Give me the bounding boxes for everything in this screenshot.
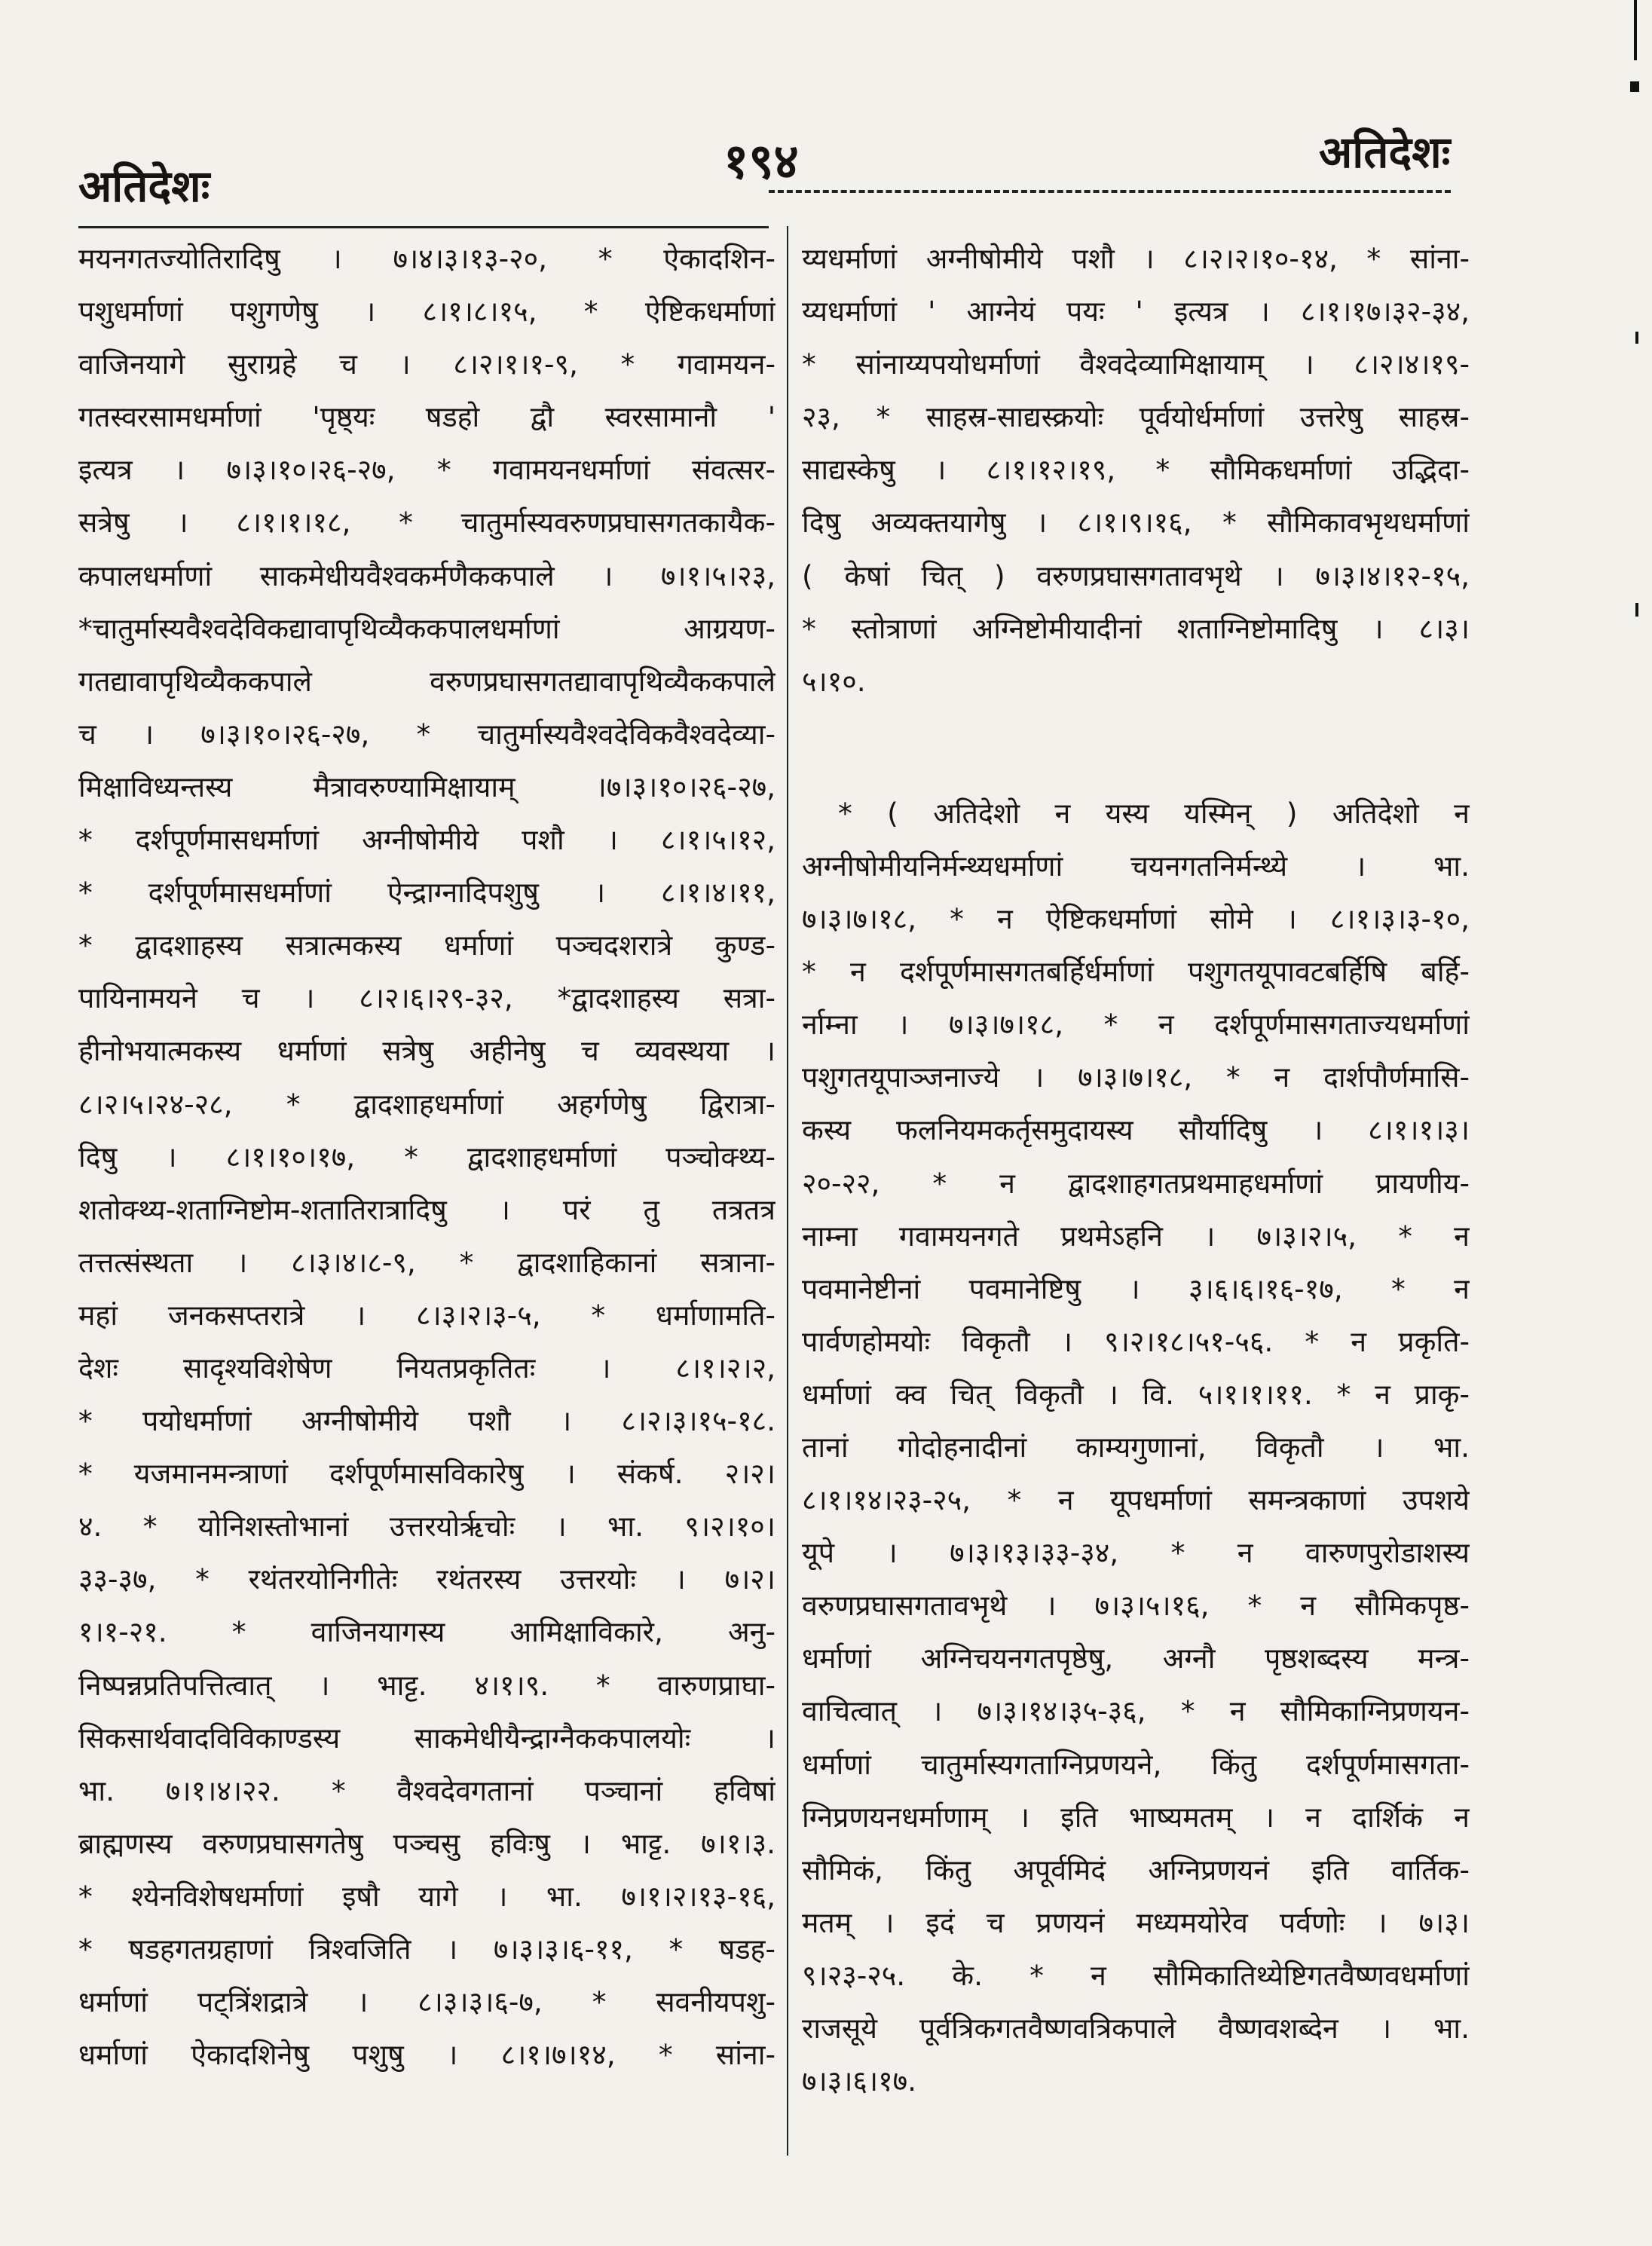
text-line: वाचित्वात् । ७।३।१४।३५-३६, * न सौमिकाग्निप्रणयन- (802, 1694, 1470, 1728)
page-number: १९४ (724, 134, 799, 190)
text-line: * स्तोत्राणां अग्निष्टोमीयादीनां शताग्निष्टोमादिषु । ८।३। (802, 611, 1470, 645)
text-line: सत्रेषु । ८।१।१।१८, * चातुर्मास्यवरुणप्रघासगतकायैक- (78, 506, 776, 540)
text-line: * षडहगतग्रहाणां त्रिश्वजिति । ७।३।३।६-११, * षडह- (78, 1932, 776, 1966)
text-line: शतोक्थ्य-शताग्निष्टोम-शतातिरात्रादिषु । परं तु तत्रतत्र (78, 1192, 776, 1226)
text-line: ग्निप्रणयनधर्माणाम् । इति भाष्यमतम् । न दार्शिकं न (802, 1800, 1470, 1834)
scan-edge-mark (1634, 0, 1637, 60)
text-line: निष्पन्नप्रतिपत्तित्वात् । भाट्ट. ४।१।९. * वारुणप्राघा- (78, 1668, 776, 1702)
right-column (802, 232, 1470, 2107)
text-line: दिषु अव्यक्तयागेषु । ८।१।९।१६, * सौमिकावभृथधर्माणां (802, 506, 1470, 540)
scan-edge-mark (1635, 332, 1638, 344)
text-line: मयनगतज्योतिरादिषु । ७।४।३।१३-२०, * ऐकादशिन- (78, 242, 776, 275)
text-line: कपालधर्माणां साकमेधीयवैश्वकर्मणैककपाले । ७।१।५।२३, (78, 558, 776, 592)
paragraph-atidesha (802, 232, 1470, 708)
text-line: च । ७।३।१०।२६-२७, * चातुर्मास्यवैश्वदेविकवैश्वदेव्या- (78, 717, 776, 751)
text-line: धर्माणां अग्निचयनगतपृष्ठेषु, अग्नौ पृष्ठशब्दस्य मन्त्र- (802, 1642, 1470, 1675)
text-line: पार्वणहोमयोः विकृतौ । ९।२।१८।५१-५६. * न प्रकृति- (802, 1324, 1470, 1358)
text-line: * यजमानमन्त्राणां दर्शपूर्णमासविकारेषु । संकर्ष. २।२। (78, 1457, 776, 1491)
text-line: पशुधर्माणां पशुगणेषु । ८।१।८।१५, * ऐष्टिकधर्माणां (78, 295, 776, 329)
text-line: य्यधर्माणां अग्नीषोमीये पशौ । ८।२।२।१०-१४, * सांना- (802, 242, 1470, 275)
text-line: महां जनकसप्तरात्रे । ८।३।२।३-५, * धर्माणामति- (78, 1298, 776, 1332)
text-line: * न दर्शपूर्णमासगतबर्हिर्धर्माणां पशुगतयूपावटबर्हिषि बर्हि- (802, 955, 1470, 989)
text-line: ब्राह्मणस्य वरुणप्रघासगतेषु पञ्चसु हविःषु । भाट्ट. ७।१।३. (78, 1826, 776, 1860)
scan-edge-mark (1630, 81, 1639, 92)
text-line: वरुणप्रघासगतावभृथे । ७।३।५।१६, * न सौमिकपृष्ठ- (802, 1589, 1470, 1623)
text-line: इत्यत्र । ७।३।१०।२६-२७, * गवामयनधर्माणां संवत्सर- (78, 453, 776, 487)
text-line: धर्माणां चातुर्मास्यगताग्निप्रणयने, किंतु दर्शपूर्णमासगता- (802, 1747, 1470, 1781)
text-line: धर्माणां ऐकादशिनेषु पशुषु । ८।१।७।१४, * सांना- (78, 2038, 776, 2072)
running-head-right: अतिदेशः (1319, 127, 1451, 178)
text-line: राजसूये पूर्वत्रिकगतवैष्णवत्रिकपाले वैष्णवशब्देन । भा. (802, 2012, 1470, 2045)
text-line: ( केषां चित् ) वरुणप्रघासगतावभृथे । ७।३।४।१२-१५, (802, 558, 1470, 592)
text-line: भा. ७।१।४।२२. * वैश्वदेवगतानां पञ्चानां हविषां (78, 1773, 776, 1807)
text-line: हीनोभयात्मकस्य धर्माणां सत्रेषु अहीनेषु च व्यवस्थया । (78, 1034, 776, 1068)
text-line: मतम् । इदं च प्रणयनं मध्यमयोरेव पर्वणोः । ७।३। (802, 1905, 1470, 1939)
text-line: * दर्शपूर्णमासधर्माणां ऐन्द्राग्नादिपशुषु । ८।१।४।११, (78, 876, 776, 910)
text-line: सिकसार्थवादविविकाण्डस्य साकमेधीयैन्द्राग्नैककपालयोः । (78, 1721, 776, 1755)
text-line: साद्यस्केषु । ८।१।१२।१९, * सौमिकधर्माणां उद्भिदा- (802, 453, 1470, 487)
scan-edge-mark (1635, 603, 1638, 617)
section-heading-line: * ( अतिदेशो न यस्य यस्मिन् ) अतिदेशो न (838, 796, 1470, 830)
text-line: ८।१।१४।२३-२५, * न यूपधर्माणां समन्त्रकाणां उपशये (802, 1483, 1470, 1517)
text-line: * सांनाय्यपयोधर्माणां वैश्वदेव्यामिक्षायाम् । ८।२।४।१९- (802, 347, 1470, 381)
text-line: *चातुर्मास्यवैश्वदेविकद्यावापृथिव्यैककपालधर्माणां आग्रयण- (78, 611, 776, 645)
header-rule-right (769, 190, 1451, 193)
text-line: ९।२३-२५. के. * न सौमिकातिथ्येष्टिगतवैष्णवधर्माणां (802, 1958, 1470, 1992)
text-line: गतस्वरसामधर्माणां 'पृष्ठ्यः षडहो द्वौ स्वरसामानौ ' (78, 400, 776, 434)
text-line: धर्माणां क्व चित् विकृतौ । वि. ५।१।१।११. * न प्राकृ- (802, 1377, 1470, 1411)
text-line: दिषु । ८।१।१०।१७, * द्वादशाहधर्माणां पञ्चोक्थ्य- (78, 1140, 776, 1173)
text-line: अग्नीषोमीयनिर्मन्थ्यधर्माणां चयनगतनिर्मन्थ्ये । भा. (802, 849, 1470, 883)
text-line: धर्माणां पट्त्रिंशद्रात्रे । ८।३।३।६-७, * सवनीयपशु- (78, 1985, 776, 2019)
text-line: कस्य फलनियमकर्तृसमुदायस्य सौर्यादिषु । ८।१।१।३। (802, 1113, 1470, 1147)
text-line: देशः सादृश्यविशेषेण नियतप्रकृतितः । ८।१।२।२, (78, 1351, 776, 1385)
text-line: यूपे । ७।३।१३।३३-३४, * न वारुणपुरोडाशस्य (802, 1536, 1470, 1570)
text-line: मिक्षाविध्यन्तस्य मैत्रावरुण्यामिक्षायाम् ।७।३।१०।२६-२७, (78, 770, 776, 803)
text-line: पशुगतयूपाञ्जनाज्ये । ७।३।७।१८, * न दार्शपौर्णमासि- (802, 1060, 1470, 1094)
text-line: * द्वादशाहस्य सत्रात्मकस्य धर्माणां पञ्चदशरात्रे कुण्ड- (78, 929, 776, 962)
text-line: * श्येनविशेषधर्माणां इषौ यागे । भा. ७।१।२।१३-१६, (78, 1879, 776, 1913)
column-separator (787, 226, 788, 2156)
text-line: १।१-२१. * वाजिनयागस्य आमिक्षाविकारे, अनु- (78, 1615, 776, 1649)
text-line: ३३-३७, * रथंतरयोनिगीतेः रथंतरस्य उत्तरयोः । ७।२। (78, 1562, 776, 1596)
text-line: पवमानेष्टीनां पवमानेष्टिषु । ३।६।६।१६-१७, * न (802, 1271, 1470, 1305)
paragraph-atidesho-na (802, 787, 1470, 2107)
text-line: र्नाम्ना । ७।३।७।१८, * न दर्शपूर्णमासगताज्यधर्माणां (802, 1008, 1470, 1042)
running-head-left: अतिदेशः (78, 161, 210, 212)
text-line: नाम्ना गवामयनगते प्रथमेऽहनि । ७।३।२।५, * न (802, 1219, 1470, 1253)
text-line: गतद्यावापृथिव्यैककपाले वरुणप्रघासगतद्यावापृथिव्यैककपाले (78, 664, 776, 698)
text-line: ४. * योनिशस्तोभानां उत्तरयोर्ऋचोः । भा. ९।२।१०। (78, 1510, 776, 1544)
text-line: तानां गोदोहनादीनां काम्यगुणानां, विकृतौ । भा. (802, 1430, 1470, 1464)
text-line: ७।३।७।१८, * न ऐष्टिकधर्माणां सोमे । ८।१।३।३-१०, (802, 902, 1470, 936)
text-line: ५।१०. (802, 664, 866, 698)
text-line: वाजिनयागे सुराग्रहे च । ८।२।१।१-९, * गवामयन- (78, 347, 776, 381)
text-line: २०-२२, * न द्वादशाहगतप्रथमाहधर्माणां प्रायणीय- (802, 1166, 1470, 1200)
left-column (78, 232, 776, 2081)
paragraph-gap (802, 708, 1470, 787)
text-line: पायिनामयने च । ८।२।६।२९-३२, *द्वादशाहस्य सत्रा- (78, 981, 776, 1015)
text-line: तत्तत्संस्थता । ८।३।४।८-९, * द्वादशाहिकानां सत्राना- (78, 1245, 776, 1279)
text-line: * दर्शपूर्णमासधर्माणां अग्नीषोमीये पशौ । ८।१।५।१२, (78, 823, 776, 857)
header-rule-left (78, 226, 769, 228)
text-line: * पयोधर्माणां अग्नीषोमीये पशौ । ८।२।३।१५-१८. (78, 1404, 776, 1438)
text-line: ८।२।५।२४-२८, * द्वादशाहधर्माणां अहर्गणेषु द्विरात्रा- (78, 1087, 776, 1121)
text-line: ७।३।६।१७. (802, 2064, 917, 2098)
text-line: य्यधर्माणां ' आग्नेयं पयः ' इत्यत्र । ८।१।१७।३२-३४, (802, 295, 1470, 329)
text-line: सौमिकं, किंतु अपूर्वमिदं अग्निप्रणयनं इति वार्तिक- (802, 1853, 1470, 1886)
text-line: २३, * साहस्र-साद्यस्क्रयोः पूर्वयोर्धर्माणां उत्तरेषु साहस्र- (802, 400, 1470, 434)
